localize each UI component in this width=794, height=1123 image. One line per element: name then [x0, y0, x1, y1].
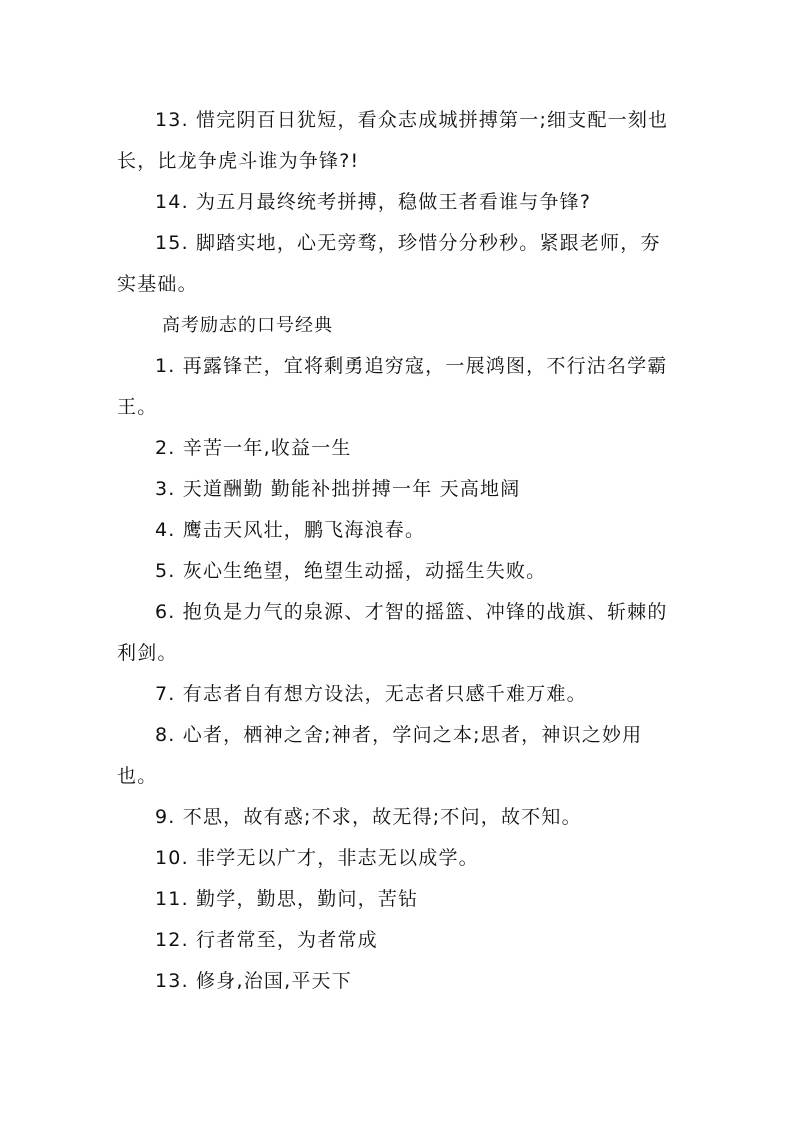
list-item: 3. 天道酬勤 勤能补拙拼搏一年 天高地阔	[155, 478, 521, 500]
list-item: 6. 抱负是力气的泉源、才智的摇篮、冲锋的战旗、斩棘的利剑。	[117, 601, 668, 664]
list-item: 1. 再露锋芒，宜将剩勇追穷寇，一展鸿图，不行沽名学霸王。	[117, 355, 668, 418]
section-title: 高考励志的口号经典	[162, 315, 333, 336]
list-item: 2. 辛苦一年,收益一生	[155, 437, 352, 459]
list-item: 13. 修身,治国,平天下	[155, 970, 352, 992]
list-item: 5. 灰心生绝望，绝望生动摇，动摇生失败。	[155, 560, 547, 582]
list-item: 8. 心者，栖神之舍;神者，学问之本;思者，神识之妙用也。	[117, 724, 643, 787]
list-item: 11. 勤学，勤思，勤问，苦钻	[155, 888, 419, 910]
list-item: 13. 惜完阴百日犹短，看众志成城拼搏第一;细支配一刻也长，比龙争虎斗谁为争锋?!	[117, 109, 669, 172]
list-item: 10. 非学无以广才，非志无以成学。	[155, 847, 479, 869]
list-item: 14. 为五月最终统考拼搏，稳做王者看谁与争锋?	[155, 191, 592, 213]
list-item: 4. 鹰击天风壮，鹏飞海浪春。	[155, 519, 426, 541]
list-item: 15. 脚踏实地，心无旁骛，珍惜分分秒秒。紧跟老师，夯实基础。	[117, 232, 661, 295]
document-body	[117, 100, 677, 1002]
list-item: 7. 有志者自有想方设法，无志者只感千难万难。	[155, 683, 587, 705]
list-item: 9. 不思，故有惑;不求，故无得;不问，故不知。	[155, 806, 582, 828]
list-item: 12. 行者常至，为者常成	[155, 929, 378, 951]
